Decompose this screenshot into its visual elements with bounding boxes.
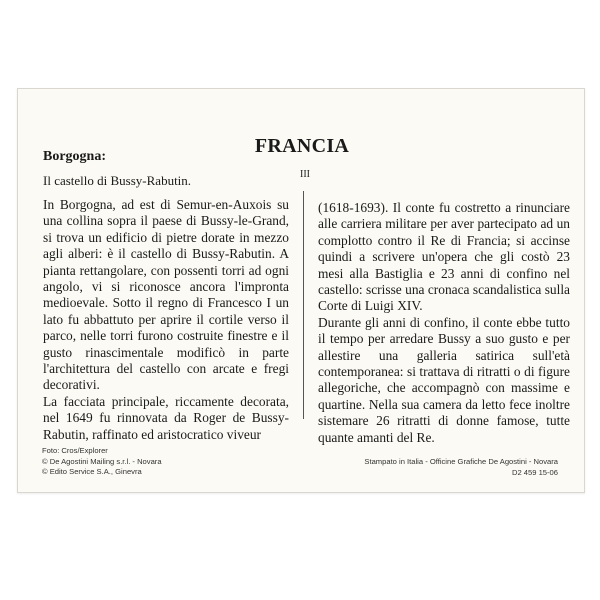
- card-number: III: [300, 169, 310, 180]
- photo-credit: Foto: Cros/Explorer: [42, 446, 108, 455]
- printer-line: Stampato in Italia - Officine Grafiche De Agostini - Novara: [364, 457, 558, 466]
- paragraph: In Borgogna, ad est di Semur-en-Auxois su una collina sopra il paese di Bussy-le-Grand, si trova un edificio di pietre dorate in mezzo agli alberi: è il castello di Bussy-Rabutin. A pianta rettangolare, con possenti torri ad ogni angolo, vi si riconosce ancora l'impronta medioevale. Sotto il regno di Francesco I un lato fu abbattuto per aprire il cortile verso il parco, nelle torri furono costruite finestre e il gusto rinascimentale modificò in parte l'architettura del castello con arcate e fregi decorativi.: [43, 197, 289, 393]
- right-text-column: [318, 200, 570, 446]
- left-text-column: [43, 197, 289, 443]
- card-code: D2 459 15-06: [511, 467, 558, 477]
- copyright-line: © Edito Service S.A., Ginevra: [42, 467, 142, 476]
- copyright-line: © De Agostini Mailing s.r.l. - Novara: [42, 456, 162, 466]
- paragraph: Durante gli anni di confino, il conte ebbe tutto il tempo per arredare Bussy a suo gusto e per allestire una galleria satirica sull'età contemporanea: si trattava di ritratti o di figure allegoriche, che accompagnò con massime e quartine. Nella sua camera da letto fece inoltre sistemare 26 ritratti di donne famose, tutte quante amanti del Re.: [318, 314, 570, 445]
- footer-credits: [42, 446, 162, 478]
- region-heading: Borgogna:: [43, 149, 106, 164]
- subject-line: Il castello di Bussy-Rabutin.: [43, 173, 192, 188]
- paragraph: (1618-1693). Il conte fu costretto a rinunciare alle carriera militare per aver partecipato ad un complotto contro il Re di Francia; si accinse quindi a scrivere un'opera che gli costò 23 mesi alla Bastiglia e 23 anni di confino nel castello: scrisse una cronaca scandalistica sulla Corte di Luigi XIV.: [318, 200, 570, 314]
- paragraph: La facciata principale, riccamente decorata, nel 1649 fu rinnovata da Roger de Bussy-Rabutin, raffinato ed aristocratico viveur: [43, 393, 289, 442]
- card-title: FRANCIA: [254, 135, 350, 157]
- postcard: [17, 88, 585, 493]
- footer-printing: [364, 457, 558, 478]
- column-divider: [303, 191, 304, 419]
